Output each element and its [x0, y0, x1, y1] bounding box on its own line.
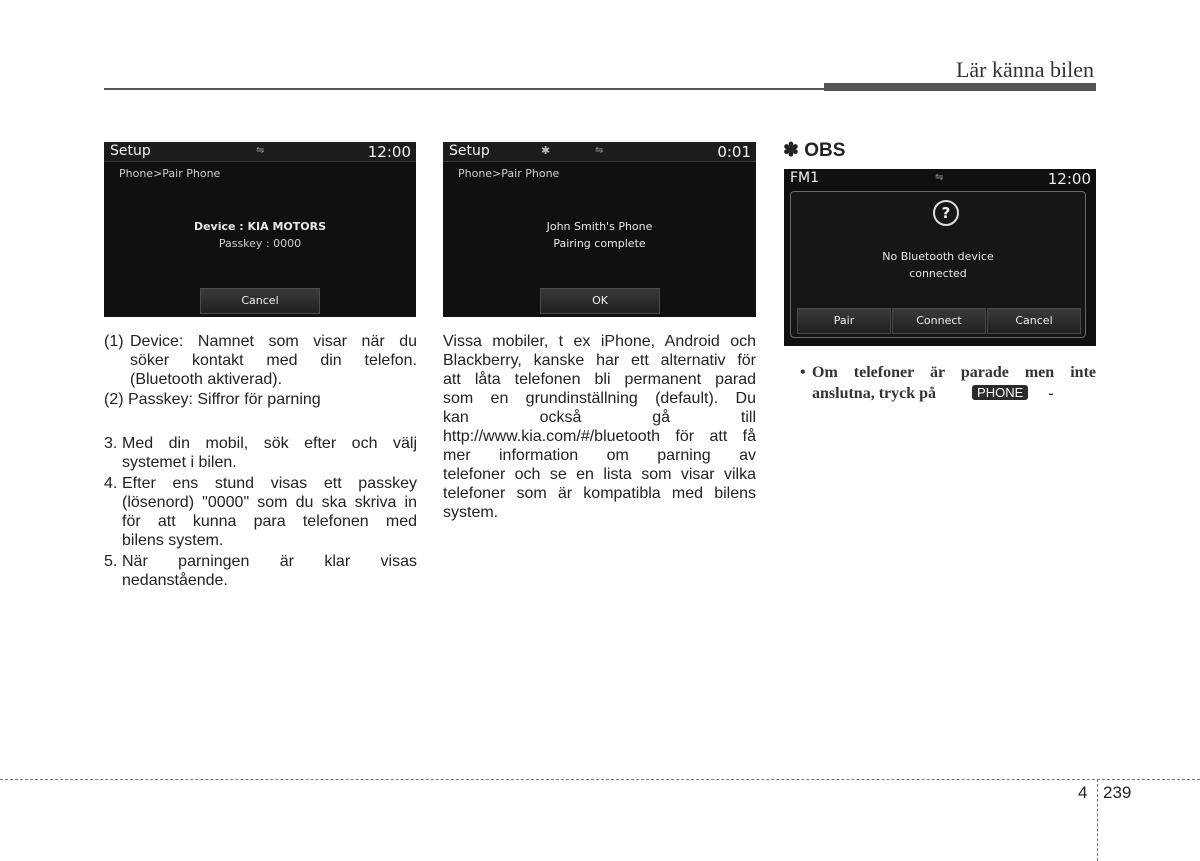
info-paragraph [443, 332, 756, 524]
screen-pairing-complete [443, 142, 756, 317]
paragraph-line: Blackberry, kanske har ett alternativ för [443, 352, 756, 369]
clock: 12:00 [367, 143, 411, 161]
status-bar [784, 169, 1096, 189]
status-bar [443, 142, 756, 162]
cancel-button[interactable]: Cancel [200, 288, 320, 314]
screen-no-device [784, 169, 1096, 346]
question-icon: ? [933, 200, 959, 226]
paragraph-line: som en grundinställning (default). Du [443, 390, 756, 407]
step-line: systemet i bilen. [122, 454, 237, 471]
step-line: När parningen är klar visas [122, 553, 417, 570]
device-name-text: Device : KIA MOTORS [193, 220, 327, 233]
paragraph-line: http://www.kia.com/#/bluetooth för att få [443, 428, 756, 445]
phone-key-badge: PHONE [972, 385, 1028, 400]
page-header-title: Lär känna bilen [955, 57, 1094, 82]
paragraph-line: telefoner och se en lista som visar vilka [443, 466, 756, 483]
note-line [812, 383, 1096, 404]
item-label: (1) [104, 333, 124, 350]
step-line: bilens system. [122, 532, 224, 549]
clock: 12:00 [1047, 170, 1091, 188]
phone-name-text: John Smith's Phone [546, 220, 653, 233]
paragraph-line: kan också gå till [443, 409, 756, 426]
popup-message-line2: connected [909, 267, 967, 280]
paragraph-line: mer information om parning av [443, 447, 756, 464]
step-line: Efter ens stund visas ett passkey [122, 475, 417, 492]
page-number: 239 [1103, 783, 1132, 802]
step-number: 5. [104, 553, 118, 570]
note-line: Om telefoner är parade men inte [812, 364, 1096, 381]
usb-icon: ⇋ [935, 172, 944, 183]
chapter-number: 4 [1078, 783, 1088, 802]
status-bar [104, 142, 416, 162]
pair-button[interactable]: Pair [797, 308, 891, 334]
paragraph-line: Vissa mobiler, t ex iPhone, Android och [443, 333, 756, 350]
usb-icon: ⇋ [256, 145, 265, 156]
note-text: anslutna, tryck på [812, 385, 937, 402]
step-number: 4. [104, 475, 118, 492]
header-rule [104, 88, 824, 90]
item-line: söker kontakt med din telefon. [130, 352, 417, 369]
footer-divider [1097, 779, 1098, 861]
breadcrumb: Phone>Pair Phone [458, 167, 560, 180]
paragraph-line: att låta telefonen bli permanent parad [443, 371, 756, 388]
screen-title: FM1 [790, 170, 820, 186]
passkey-text: Passkey : 0000 [218, 237, 302, 250]
connect-button[interactable]: Connect [892, 308, 986, 334]
screen-title: Setup [110, 143, 151, 159]
header-rule-accent [824, 83, 1096, 91]
instructions-column [104, 332, 417, 592]
step-line: Med din mobil, sök efter och välj [122, 435, 417, 452]
cancel-button[interactable]: Cancel [987, 308, 1081, 334]
ok-button[interactable]: OK [540, 288, 660, 314]
step-line: nedanstående. [122, 572, 228, 589]
popup-dialog [790, 191, 1086, 338]
paragraph-line: system. [443, 504, 499, 521]
pairing-status-text: Pairing complete [553, 237, 646, 250]
step-line: (lösenord) "0000" som du ska skriva in [122, 494, 417, 511]
bullet: • [800, 364, 806, 381]
clock: 0:01 [717, 143, 751, 161]
step-number: 3. [104, 435, 118, 452]
popup-message-line1: No Bluetooth device [882, 250, 994, 263]
item-line: Device: Namnet som visar när du [130, 333, 417, 350]
note-text: - [1048, 385, 1054, 402]
screen-title: Setup [449, 143, 490, 159]
list-item-passkey: (2) Passkey: Siffror för parning [104, 391, 321, 408]
bluetooth-icon: ✱ [541, 144, 551, 157]
usb-icon: ⇋ [595, 145, 604, 156]
obs-heading: ✽ OBS [783, 140, 846, 161]
step-line: för att kunna para telefonen med [122, 513, 417, 530]
footer-rule [0, 779, 1200, 780]
breadcrumb: Phone>Pair Phone [119, 167, 221, 180]
screen-pair-device [104, 142, 416, 317]
paragraph-line: telefoner som är kompatibla med bilens [443, 485, 756, 502]
item-line: (Bluetooth aktiverad). [130, 371, 283, 388]
